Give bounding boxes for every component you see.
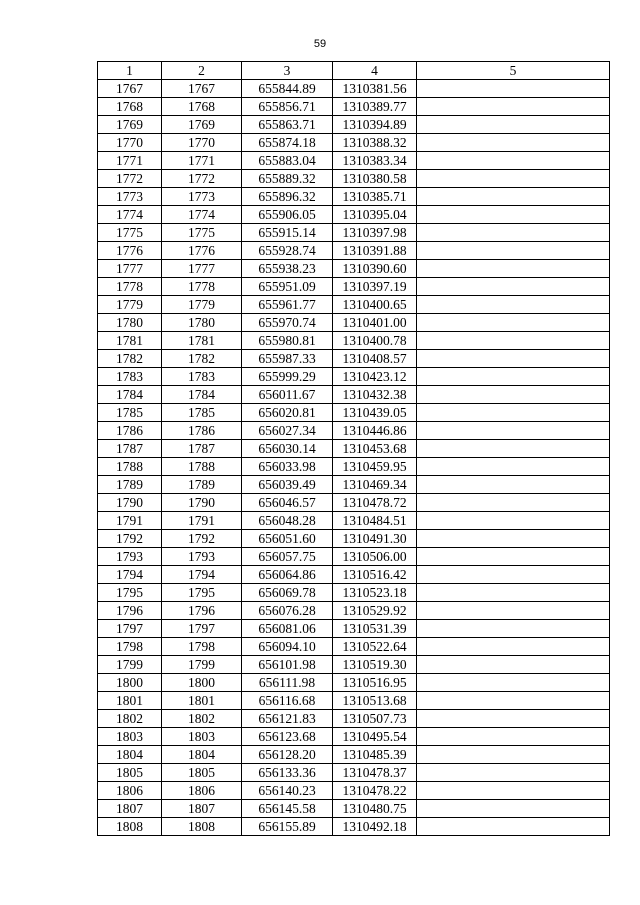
point-number-cell: 1784	[98, 386, 162, 404]
point-number-cell: 1792	[98, 530, 162, 548]
note-cell	[417, 350, 610, 368]
table-row	[98, 566, 610, 584]
x-coordinate-cell: 656051.60	[242, 530, 333, 548]
x-coordinate-cell: 655938.23	[242, 260, 333, 278]
table-row	[98, 368, 610, 386]
page-number: 59	[313, 38, 327, 50]
table-row	[98, 134, 610, 152]
point-number-cell: 1798	[98, 638, 162, 656]
point-number-cell: 1769	[98, 116, 162, 134]
x-coordinate-cell: 656057.75	[242, 548, 333, 566]
column-header-4: 4	[333, 62, 417, 80]
x-coordinate-cell: 656101.98	[242, 656, 333, 674]
note-cell	[417, 530, 610, 548]
x-coordinate-cell: 656046.57	[242, 494, 333, 512]
point-id-cell: 1782	[162, 350, 242, 368]
note-cell	[417, 584, 610, 602]
table-row	[98, 728, 610, 746]
note-cell	[417, 242, 610, 260]
table-row	[98, 440, 610, 458]
note-cell	[417, 800, 610, 818]
point-id-cell: 1806	[162, 782, 242, 800]
point-number-cell: 1772	[98, 170, 162, 188]
point-number-cell: 1775	[98, 224, 162, 242]
point-id-cell: 1785	[162, 404, 242, 422]
point-number-cell: 1780	[98, 314, 162, 332]
note-cell	[417, 620, 610, 638]
point-id-cell: 1792	[162, 530, 242, 548]
table-row	[98, 458, 610, 476]
point-number-cell: 1787	[98, 440, 162, 458]
x-coordinate-cell: 656094.10	[242, 638, 333, 656]
point-id-cell: 1808	[162, 818, 242, 836]
table-row	[98, 404, 610, 422]
point-id-cell: 1776	[162, 242, 242, 260]
point-id-cell: 1775	[162, 224, 242, 242]
point-id-cell: 1773	[162, 188, 242, 206]
table-row	[98, 764, 610, 782]
point-number-cell: 1794	[98, 566, 162, 584]
table-row	[98, 584, 610, 602]
point-id-cell: 1790	[162, 494, 242, 512]
x-coordinate-cell: 656039.49	[242, 476, 333, 494]
note-cell	[417, 764, 610, 782]
y-coordinate-cell: 1310495.54	[333, 728, 417, 746]
y-coordinate-cell: 1310395.04	[333, 206, 417, 224]
note-cell	[417, 782, 610, 800]
note-cell	[417, 512, 610, 530]
point-id-cell: 1797	[162, 620, 242, 638]
table-row	[98, 98, 610, 116]
table-row	[98, 674, 610, 692]
x-coordinate-cell: 656121.83	[242, 710, 333, 728]
y-coordinate-cell: 1310492.18	[333, 818, 417, 836]
y-coordinate-cell: 1310516.95	[333, 674, 417, 692]
point-number-cell: 1789	[98, 476, 162, 494]
y-coordinate-cell: 1310513.68	[333, 692, 417, 710]
table-row	[98, 296, 610, 314]
x-coordinate-cell: 656064.86	[242, 566, 333, 584]
y-coordinate-cell: 1310397.19	[333, 278, 417, 296]
x-coordinate-cell: 655874.18	[242, 134, 333, 152]
point-id-cell: 1803	[162, 728, 242, 746]
point-number-cell: 1802	[98, 710, 162, 728]
point-id-cell: 1777	[162, 260, 242, 278]
point-id-cell: 1799	[162, 656, 242, 674]
point-number-cell: 1767	[98, 80, 162, 98]
x-coordinate-cell: 656145.58	[242, 800, 333, 818]
note-cell	[417, 674, 610, 692]
point-number-cell: 1786	[98, 422, 162, 440]
note-cell	[417, 440, 610, 458]
point-id-cell: 1779	[162, 296, 242, 314]
x-coordinate-cell: 655951.09	[242, 278, 333, 296]
point-number-cell: 1797	[98, 620, 162, 638]
point-id-cell: 1789	[162, 476, 242, 494]
point-id-cell: 1787	[162, 440, 242, 458]
x-coordinate-cell: 656123.68	[242, 728, 333, 746]
point-id-cell: 1780	[162, 314, 242, 332]
point-number-cell: 1770	[98, 134, 162, 152]
note-cell	[417, 602, 610, 620]
table-row	[98, 782, 610, 800]
point-id-cell: 1786	[162, 422, 242, 440]
y-coordinate-cell: 1310423.12	[333, 368, 417, 386]
point-id-cell: 1801	[162, 692, 242, 710]
note-cell	[417, 458, 610, 476]
note-cell	[417, 332, 610, 350]
table-row	[98, 350, 610, 368]
table-row	[98, 818, 610, 836]
point-number-cell: 1773	[98, 188, 162, 206]
table-row	[98, 746, 610, 764]
x-coordinate-cell: 656140.23	[242, 782, 333, 800]
y-coordinate-cell: 1310380.58	[333, 170, 417, 188]
table-row	[98, 476, 610, 494]
x-coordinate-cell: 656048.28	[242, 512, 333, 530]
note-cell	[417, 728, 610, 746]
point-number-cell: 1800	[98, 674, 162, 692]
x-coordinate-cell: 655856.71	[242, 98, 333, 116]
column-header-1: 1	[98, 62, 162, 80]
column-header-3: 3	[242, 62, 333, 80]
note-cell	[417, 692, 610, 710]
y-coordinate-cell: 1310469.34	[333, 476, 417, 494]
y-coordinate-cell: 1310507.73	[333, 710, 417, 728]
table-row	[98, 206, 610, 224]
point-id-cell: 1768	[162, 98, 242, 116]
point-id-cell: 1770	[162, 134, 242, 152]
y-coordinate-cell: 1310506.00	[333, 548, 417, 566]
y-coordinate-cell: 1310459.95	[333, 458, 417, 476]
table-row	[98, 278, 610, 296]
x-coordinate-cell: 656011.67	[242, 386, 333, 404]
table-row	[98, 602, 610, 620]
point-number-cell: 1793	[98, 548, 162, 566]
note-cell	[417, 152, 610, 170]
column-header-5: 5	[417, 62, 610, 80]
x-coordinate-cell: 655970.74	[242, 314, 333, 332]
table-header-row	[98, 62, 610, 80]
y-coordinate-cell: 1310400.65	[333, 296, 417, 314]
x-coordinate-cell: 656133.36	[242, 764, 333, 782]
note-cell	[417, 206, 610, 224]
point-id-cell: 1798	[162, 638, 242, 656]
y-coordinate-cell: 1310400.78	[333, 332, 417, 350]
point-number-cell: 1771	[98, 152, 162, 170]
note-cell	[417, 404, 610, 422]
x-coordinate-cell: 656076.28	[242, 602, 333, 620]
point-number-cell: 1781	[98, 332, 162, 350]
table-row	[98, 332, 610, 350]
y-coordinate-cell: 1310388.32	[333, 134, 417, 152]
point-number-cell: 1791	[98, 512, 162, 530]
point-id-cell: 1781	[162, 332, 242, 350]
table-row	[98, 242, 610, 260]
y-coordinate-cell: 1310432.38	[333, 386, 417, 404]
point-id-cell: 1769	[162, 116, 242, 134]
point-id-cell: 1791	[162, 512, 242, 530]
y-coordinate-cell: 1310397.98	[333, 224, 417, 242]
point-number-cell: 1803	[98, 728, 162, 746]
point-id-cell: 1795	[162, 584, 242, 602]
x-coordinate-cell: 656069.78	[242, 584, 333, 602]
x-coordinate-cell: 655980.81	[242, 332, 333, 350]
note-cell	[417, 386, 610, 404]
note-cell	[417, 98, 610, 116]
note-cell	[417, 170, 610, 188]
point-id-cell: 1804	[162, 746, 242, 764]
x-coordinate-cell: 656081.06	[242, 620, 333, 638]
point-id-cell: 1805	[162, 764, 242, 782]
x-coordinate-cell: 656033.98	[242, 458, 333, 476]
x-coordinate-cell: 655896.32	[242, 188, 333, 206]
table-row	[98, 494, 610, 512]
note-cell	[417, 548, 610, 566]
y-coordinate-cell: 1310519.30	[333, 656, 417, 674]
point-number-cell: 1785	[98, 404, 162, 422]
y-coordinate-cell: 1310394.89	[333, 116, 417, 134]
y-coordinate-cell: 1310439.05	[333, 404, 417, 422]
y-coordinate-cell: 1310478.37	[333, 764, 417, 782]
table-row	[98, 800, 610, 818]
note-cell	[417, 566, 610, 584]
point-number-cell: 1776	[98, 242, 162, 260]
point-id-cell: 1778	[162, 278, 242, 296]
x-coordinate-cell: 655883.04	[242, 152, 333, 170]
x-coordinate-cell: 655863.71	[242, 116, 333, 134]
y-coordinate-cell: 1310381.56	[333, 80, 417, 98]
y-coordinate-cell: 1310480.75	[333, 800, 417, 818]
table-body	[98, 80, 610, 836]
y-coordinate-cell: 1310390.60	[333, 260, 417, 278]
point-number-cell: 1801	[98, 692, 162, 710]
point-number-cell: 1807	[98, 800, 162, 818]
point-id-cell: 1774	[162, 206, 242, 224]
point-id-cell: 1772	[162, 170, 242, 188]
y-coordinate-cell: 1310522.64	[333, 638, 417, 656]
point-number-cell: 1777	[98, 260, 162, 278]
note-cell	[417, 260, 610, 278]
note-cell	[417, 818, 610, 836]
y-coordinate-cell: 1310478.22	[333, 782, 417, 800]
note-cell	[417, 422, 610, 440]
y-coordinate-cell: 1310453.68	[333, 440, 417, 458]
x-coordinate-cell: 656111.98	[242, 674, 333, 692]
point-number-cell: 1795	[98, 584, 162, 602]
y-coordinate-cell: 1310484.51	[333, 512, 417, 530]
point-id-cell: 1771	[162, 152, 242, 170]
table-row	[98, 386, 610, 404]
table-row	[98, 512, 610, 530]
table-row	[98, 422, 610, 440]
note-cell	[417, 296, 610, 314]
x-coordinate-cell: 655999.29	[242, 368, 333, 386]
table-row	[98, 80, 610, 98]
y-coordinate-cell: 1310491.30	[333, 530, 417, 548]
note-cell	[417, 710, 610, 728]
note-cell	[417, 278, 610, 296]
table-row	[98, 260, 610, 278]
point-number-cell: 1782	[98, 350, 162, 368]
x-coordinate-cell: 656027.34	[242, 422, 333, 440]
note-cell	[417, 314, 610, 332]
point-id-cell: 1784	[162, 386, 242, 404]
note-cell	[417, 134, 610, 152]
table-row	[98, 656, 610, 674]
x-coordinate-cell: 655961.77	[242, 296, 333, 314]
note-cell	[417, 494, 610, 512]
point-number-cell: 1788	[98, 458, 162, 476]
x-coordinate-cell: 656116.68	[242, 692, 333, 710]
point-number-cell: 1805	[98, 764, 162, 782]
x-coordinate-cell: 656020.81	[242, 404, 333, 422]
table-row	[98, 314, 610, 332]
y-coordinate-cell: 1310383.34	[333, 152, 417, 170]
point-id-cell: 1788	[162, 458, 242, 476]
table-row	[98, 638, 610, 656]
table-row	[98, 170, 610, 188]
table-row	[98, 152, 610, 170]
y-coordinate-cell: 1310478.72	[333, 494, 417, 512]
point-id-cell: 1802	[162, 710, 242, 728]
point-number-cell: 1799	[98, 656, 162, 674]
x-coordinate-cell: 656030.14	[242, 440, 333, 458]
x-coordinate-cell: 656155.89	[242, 818, 333, 836]
point-id-cell: 1807	[162, 800, 242, 818]
x-coordinate-cell: 655844.89	[242, 80, 333, 98]
note-cell	[417, 116, 610, 134]
note-cell	[417, 368, 610, 386]
point-number-cell: 1808	[98, 818, 162, 836]
y-coordinate-cell: 1310485.39	[333, 746, 417, 764]
note-cell	[417, 80, 610, 98]
table-row	[98, 224, 610, 242]
x-coordinate-cell: 655906.05	[242, 206, 333, 224]
x-coordinate-cell: 656128.20	[242, 746, 333, 764]
table-row	[98, 692, 610, 710]
x-coordinate-cell: 655987.33	[242, 350, 333, 368]
y-coordinate-cell: 1310446.86	[333, 422, 417, 440]
y-coordinate-cell: 1310516.42	[333, 566, 417, 584]
y-coordinate-cell: 1310401.00	[333, 314, 417, 332]
note-cell	[417, 224, 610, 242]
table-row	[98, 116, 610, 134]
point-number-cell: 1790	[98, 494, 162, 512]
x-coordinate-cell: 655915.14	[242, 224, 333, 242]
y-coordinate-cell: 1310408.57	[333, 350, 417, 368]
point-id-cell: 1800	[162, 674, 242, 692]
y-coordinate-cell: 1310531.39	[333, 620, 417, 638]
y-coordinate-cell: 1310391.88	[333, 242, 417, 260]
x-coordinate-cell: 655928.74	[242, 242, 333, 260]
note-cell	[417, 476, 610, 494]
note-cell	[417, 188, 610, 206]
point-number-cell: 1783	[98, 368, 162, 386]
table-row	[98, 620, 610, 638]
table-row	[98, 530, 610, 548]
point-number-cell: 1806	[98, 782, 162, 800]
column-header-2: 2	[162, 62, 242, 80]
y-coordinate-cell: 1310389.77	[333, 98, 417, 116]
point-number-cell: 1774	[98, 206, 162, 224]
note-cell	[417, 656, 610, 674]
y-coordinate-cell: 1310523.18	[333, 584, 417, 602]
table-row	[98, 710, 610, 728]
y-coordinate-cell: 1310529.92	[333, 602, 417, 620]
y-coordinate-cell: 1310385.71	[333, 188, 417, 206]
point-id-cell: 1794	[162, 566, 242, 584]
note-cell	[417, 638, 610, 656]
table-row	[98, 188, 610, 206]
point-id-cell: 1767	[162, 80, 242, 98]
point-id-cell: 1793	[162, 548, 242, 566]
table-row	[98, 548, 610, 566]
point-number-cell: 1778	[98, 278, 162, 296]
point-number-cell: 1796	[98, 602, 162, 620]
point-number-cell: 1804	[98, 746, 162, 764]
point-number-cell: 1779	[98, 296, 162, 314]
point-number-cell: 1768	[98, 98, 162, 116]
point-id-cell: 1796	[162, 602, 242, 620]
coordinates-table	[97, 61, 610, 836]
x-coordinate-cell: 655889.32	[242, 170, 333, 188]
note-cell	[417, 746, 610, 764]
point-id-cell: 1783	[162, 368, 242, 386]
